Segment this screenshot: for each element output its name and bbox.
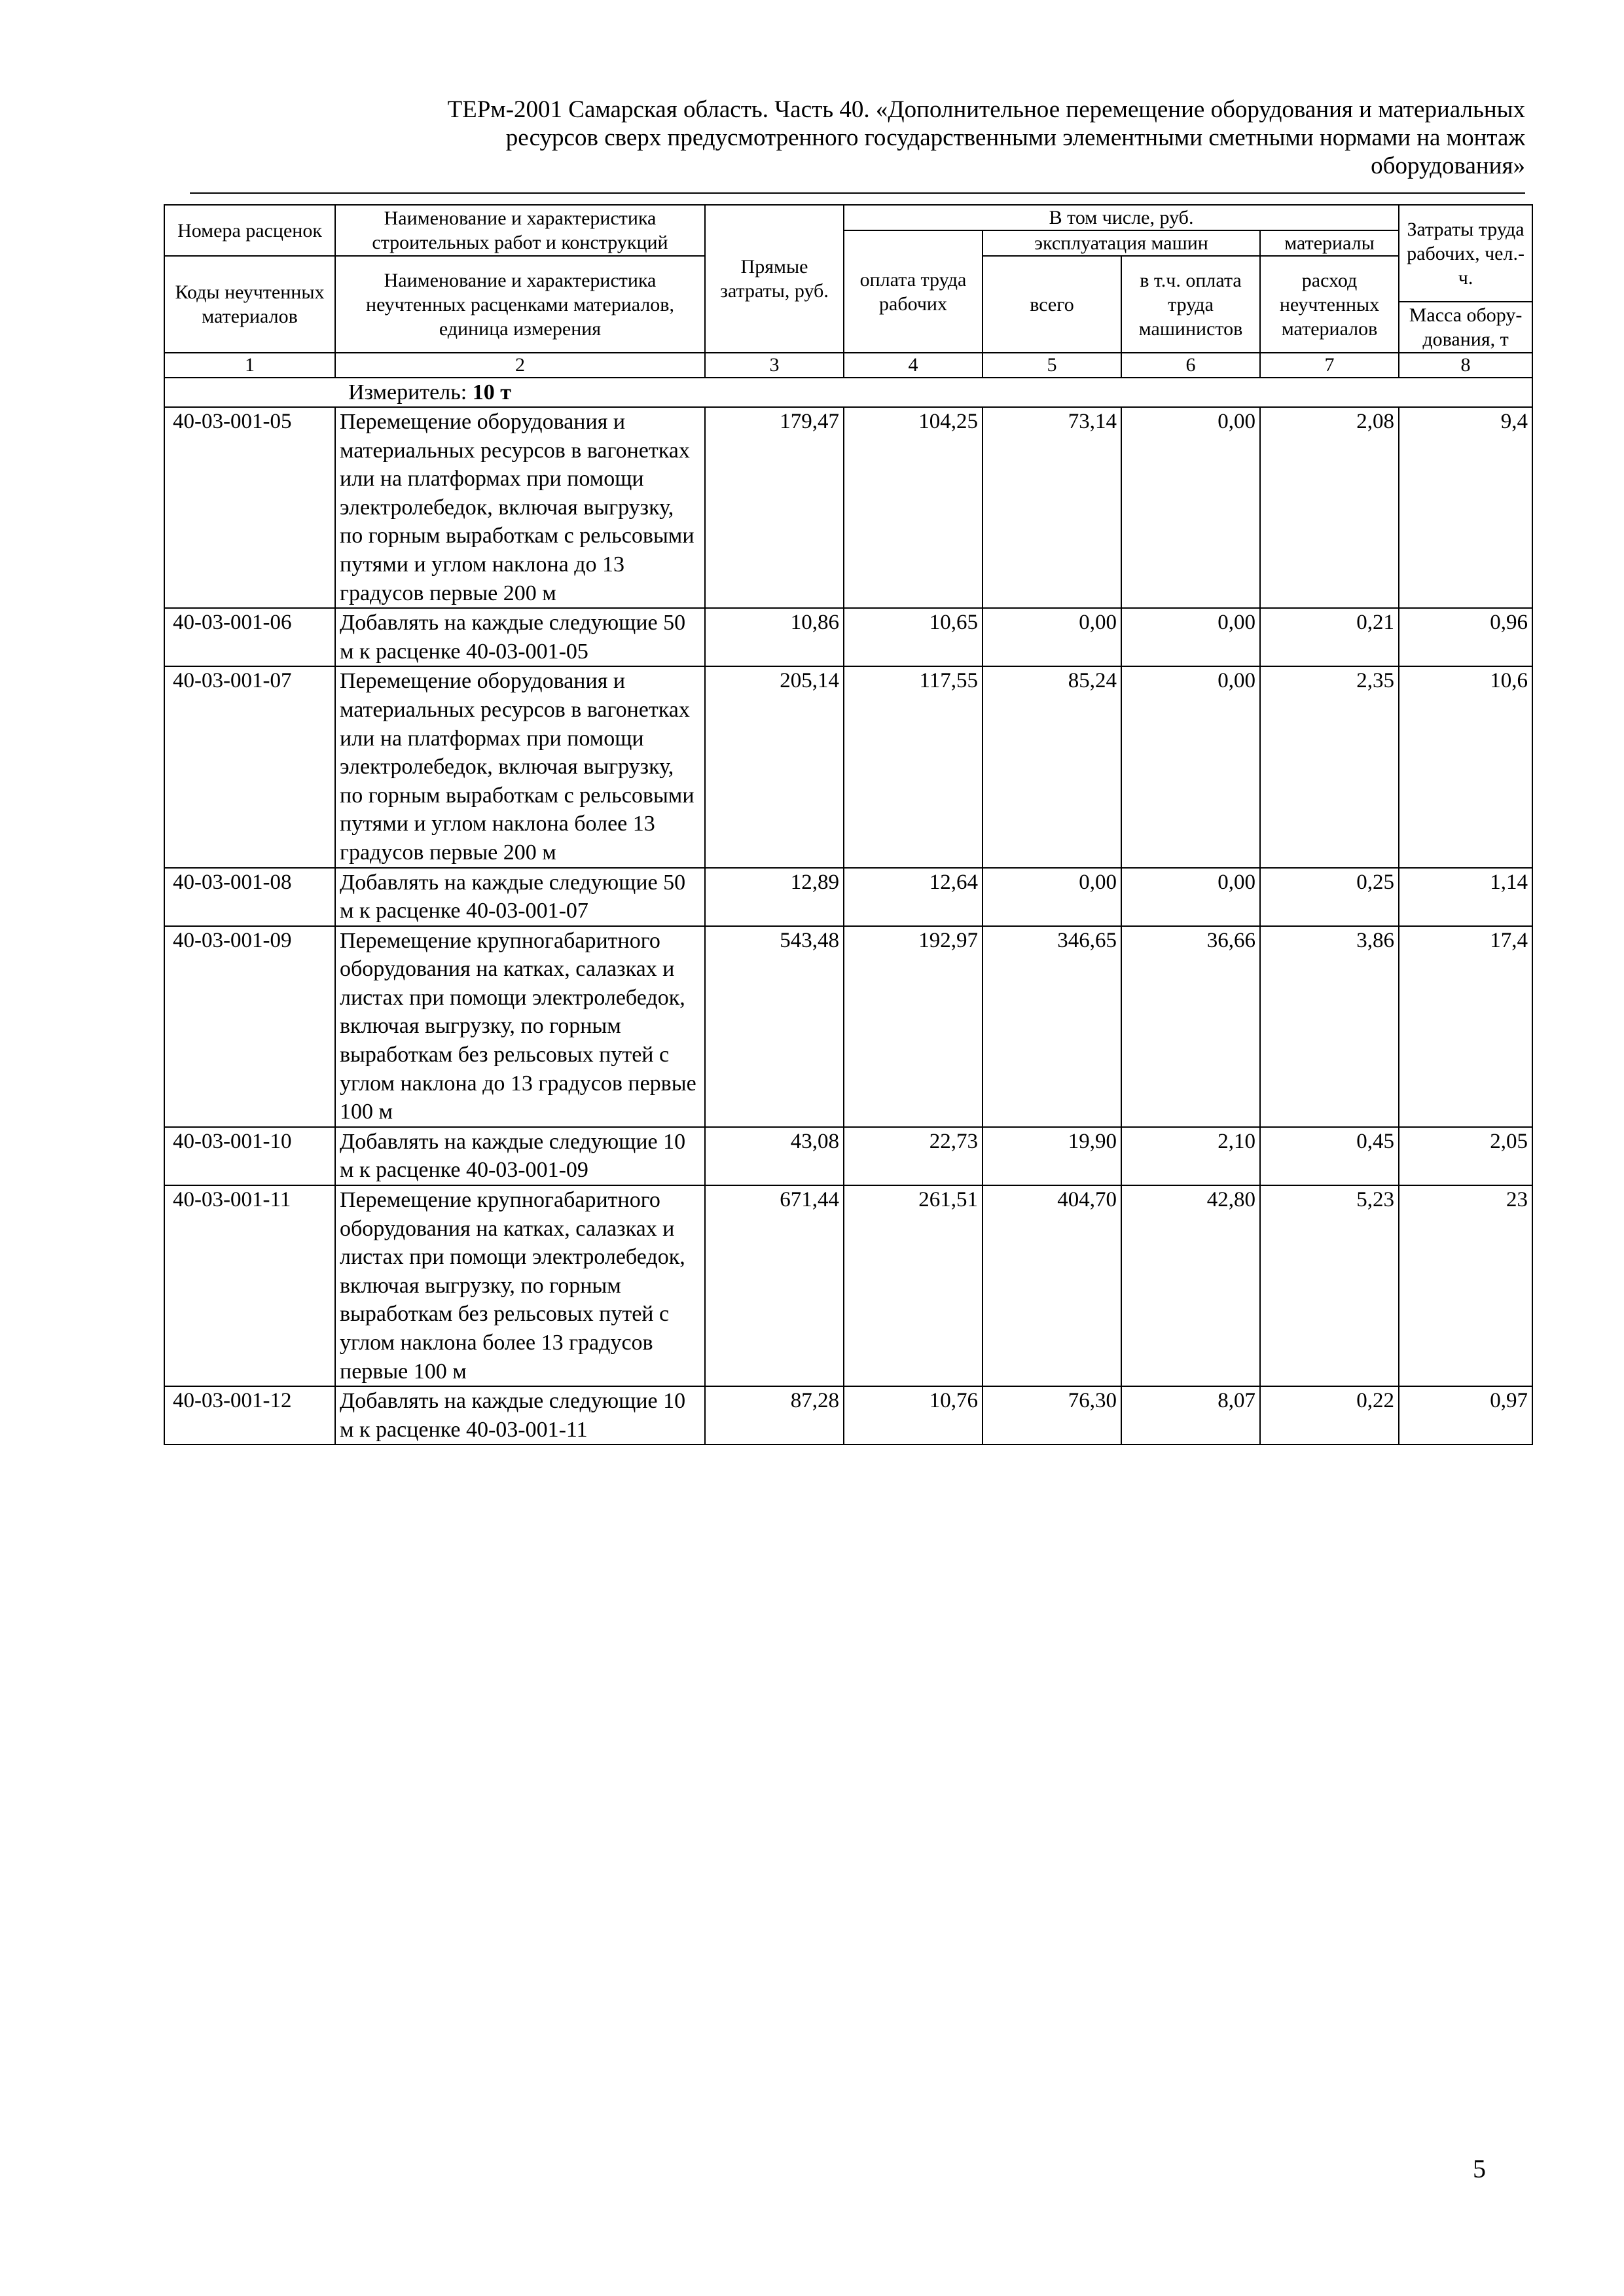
materials-value: 0,21 xyxy=(1260,608,1399,666)
wages-value: 10,65 xyxy=(844,608,983,666)
column-number: 1 xyxy=(164,353,335,378)
header-machines: эксплуатация машин xyxy=(983,230,1260,256)
machinists-value: 0,00 xyxy=(1121,666,1260,867)
labor-value: 23 xyxy=(1399,1185,1532,1386)
rate-code: 40-03-001-08 xyxy=(164,868,335,926)
rate-code: 40-03-001-06 xyxy=(164,608,335,666)
labor-value: 0,96 xyxy=(1399,608,1532,666)
rate-code: 40-03-001-12 xyxy=(164,1386,335,1444)
wages-value: 261,51 xyxy=(844,1185,983,1386)
wages-value: 104,25 xyxy=(844,407,983,608)
table-row xyxy=(164,926,1532,1127)
rate-description: Добавлять на каждые следующие 50 м к расценке 40-03-001-07 xyxy=(335,868,705,926)
column-number: 4 xyxy=(844,353,983,378)
rate-code: 40-03-001-11 xyxy=(164,1185,335,1386)
header-line-1: ТЕРм-2001 Самарская область. Часть 40. «Дополнительное перемещение оборудования и материальных xyxy=(447,96,1525,123)
rate-description: Добавлять на каждые следующие 10 м к расценке 40-03-001-09 xyxy=(335,1127,705,1185)
rate-code: 40-03-001-07 xyxy=(164,666,335,867)
header-direct-costs: Прямые затраты, руб. xyxy=(705,205,844,353)
machines-value: 0,00 xyxy=(983,868,1121,926)
measurer-value: 10 т xyxy=(472,380,511,404)
labor-value: 10,6 xyxy=(1399,666,1532,867)
materials-value: 2,08 xyxy=(1260,407,1399,608)
labor-value: 1,14 xyxy=(1399,868,1532,926)
header-materials: материалы xyxy=(1260,230,1399,256)
rate-description: Добавлять на каждые следующие 10 м к расценке 40-03-001-11 xyxy=(335,1386,705,1444)
labor-value: 0,97 xyxy=(1399,1386,1532,1444)
document-header xyxy=(183,96,1525,180)
direct-costs-value: 10,86 xyxy=(705,608,844,666)
machinists-value: 42,80 xyxy=(1121,1185,1260,1386)
direct-costs-value: 671,44 xyxy=(705,1185,844,1386)
header-line-3: оборудования» xyxy=(1371,152,1525,179)
rate-code: 40-03-001-05 xyxy=(164,407,335,608)
materials-value: 0,45 xyxy=(1260,1127,1399,1185)
rate-code: 40-03-001-09 xyxy=(164,926,335,1127)
column-number: 8 xyxy=(1399,353,1532,378)
machinists-value: 2,10 xyxy=(1121,1127,1260,1185)
header-including: В том числе, руб. xyxy=(844,205,1399,230)
measurer-label: Измеритель: xyxy=(348,380,467,404)
machinists-value: 36,66 xyxy=(1121,926,1260,1127)
materials-value: 3,86 xyxy=(1260,926,1399,1127)
machines-value: 76,30 xyxy=(983,1386,1121,1444)
table-row xyxy=(164,1127,1532,1185)
table-body xyxy=(164,378,1532,1444)
header-rule xyxy=(190,192,1525,194)
materials-value: 0,22 xyxy=(1260,1386,1399,1444)
header-equipment-mass: Масса обору-дования, т xyxy=(1399,302,1532,353)
column-number: 5 xyxy=(983,353,1121,378)
machinists-value: 8,07 xyxy=(1121,1386,1260,1444)
header-rate-numbers: Номера расценок xyxy=(164,205,335,256)
table-row xyxy=(164,407,1532,608)
table-row xyxy=(164,666,1532,867)
machines-value: 85,24 xyxy=(983,666,1121,867)
header-material-names: Наименование и характеристика неучтенных расценками материалов, единица измерения xyxy=(335,256,705,353)
direct-costs-value: 43,08 xyxy=(705,1127,844,1185)
header-wages: оплата труда рабочих xyxy=(844,230,983,353)
header-line-2: ресурсов сверх предусмотренного государственными элементными сметными нормами на монтаж xyxy=(505,124,1525,151)
direct-costs-value: 87,28 xyxy=(705,1386,844,1444)
rate-description: Перемещение крупногабаритного оборудования на катках, салазках и листах при помощи электролебедок, включая выгрузку, по горным выработкам без рельсовых путей с углом наклона более 13 градусов первые 100 м xyxy=(335,1185,705,1386)
table-row xyxy=(164,868,1532,926)
wages-value: 12,64 xyxy=(844,868,983,926)
page-number: 5 xyxy=(1473,2154,1486,2183)
direct-costs-value: 179,47 xyxy=(705,407,844,608)
rates-table xyxy=(164,204,1533,1445)
machines-value: 404,70 xyxy=(983,1185,1121,1386)
machinists-value: 0,00 xyxy=(1121,407,1260,608)
materials-value: 5,23 xyxy=(1260,1185,1399,1386)
wages-value: 192,97 xyxy=(844,926,983,1127)
rate-code: 40-03-001-10 xyxy=(164,1127,335,1185)
column-number: 6 xyxy=(1121,353,1260,378)
rate-description: Перемещение оборудования и материальных ресурсов в вагонетках или на платформах при помощи электролебедок, включая выгрузку, по горным выработкам с рельсовыми путями и углом наклона более 13 градусов первые 200 м xyxy=(335,666,705,867)
machines-value: 73,14 xyxy=(983,407,1121,608)
table-row xyxy=(164,1386,1532,1444)
machines-value: 0,00 xyxy=(983,608,1121,666)
measurer-row xyxy=(164,378,1532,407)
table-header xyxy=(164,205,1532,378)
rate-description: Перемещение оборудования и материальных ресурсов в вагонетках или на платформах при помощи электролебедок, включая выгрузку, по горным выработкам с рельсовыми путями и углом наклона до 13 градусов первые 200 м xyxy=(335,407,705,608)
column-number: 7 xyxy=(1260,353,1399,378)
column-number: 2 xyxy=(335,353,705,378)
direct-costs-value: 205,14 xyxy=(705,666,844,867)
column-numbers-row xyxy=(164,353,1532,378)
rate-description: Добавлять на каждые следующие 50 м к расценке 40-03-001-05 xyxy=(335,608,705,666)
labor-value: 2,05 xyxy=(1399,1127,1532,1185)
materials-value: 2,35 xyxy=(1260,666,1399,867)
header-machinists-wages: в т.ч. оплата труда машинистов xyxy=(1121,256,1260,353)
wages-value: 22,73 xyxy=(844,1127,983,1185)
header-unaccounted-materials: расход неучтенных материалов xyxy=(1260,256,1399,353)
column-number: 3 xyxy=(705,353,844,378)
header-labor-costs: Затраты труда рабочих, чел.-ч. xyxy=(1399,205,1532,302)
machinists-value: 0,00 xyxy=(1121,608,1260,666)
labor-value: 17,4 xyxy=(1399,926,1532,1127)
wages-value: 117,55 xyxy=(844,666,983,867)
direct-costs-value: 12,89 xyxy=(705,868,844,926)
machines-value: 19,90 xyxy=(983,1127,1121,1185)
table-row xyxy=(164,608,1532,666)
materials-value: 0,25 xyxy=(1260,868,1399,926)
machinists-value: 0,00 xyxy=(1121,868,1260,926)
measurer-cell xyxy=(164,378,1532,407)
wages-value: 10,76 xyxy=(844,1386,983,1444)
header-machines-total: всего xyxy=(983,256,1121,353)
header-work-name: Наименование и характеристика строительных работ и конструкций xyxy=(335,205,705,256)
labor-value: 9,4 xyxy=(1399,407,1532,608)
table-row xyxy=(164,1185,1532,1386)
header-material-codes: Коды неучтенных материалов xyxy=(164,256,335,353)
machines-value: 346,65 xyxy=(983,926,1121,1127)
rate-description: Перемещение крупногабаритного оборудования на катках, салазках и листах при помощи электролебедок, включая выгрузку, по горным выработкам без рельсовых путей с углом наклона до 13 градусов первые 100 м xyxy=(335,926,705,1127)
direct-costs-value: 543,48 xyxy=(705,926,844,1127)
